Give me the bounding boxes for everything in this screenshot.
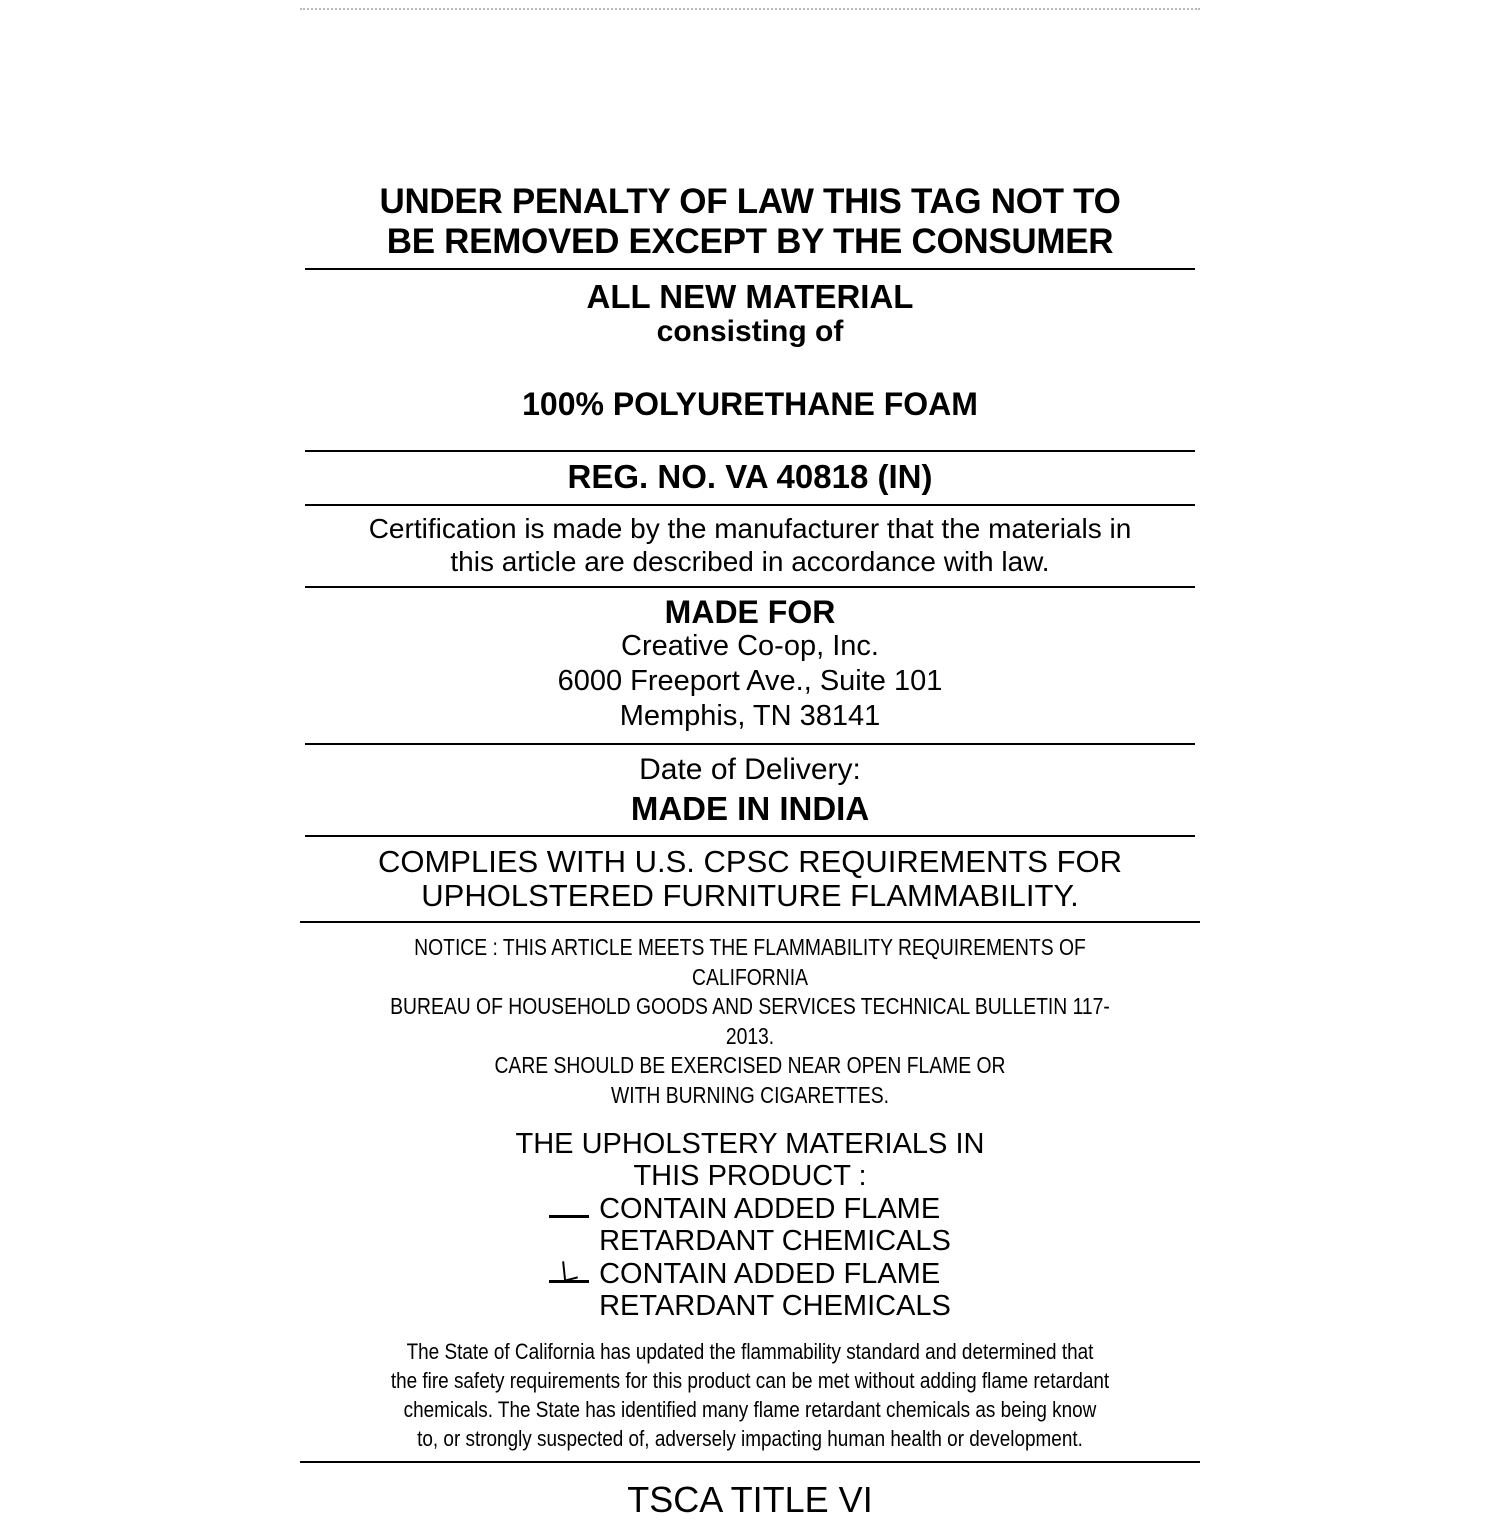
notice-line3: CARE SHOULD BE EXERCISED NEAR OPEN FLAME OR xyxy=(494,1052,1006,1079)
certification-statement xyxy=(300,506,1200,586)
material-composition-text: 100% POLYURETHANE FOAM xyxy=(522,385,978,422)
ca-state-line3: chemicals. The State has identified many flame retardant chemicals as being know xyxy=(403,1396,1097,1422)
upholstery-materials-heading xyxy=(300,1114,1200,1193)
complies-line1: COMPLIES WITH U.S. CPSC REQUIREMENTS FOR xyxy=(377,844,1123,880)
checkbox-checked-icon[interactable] xyxy=(549,1280,589,1283)
upholstery-line1: THE UPHOLSTERY MATERIALS IN xyxy=(515,1127,985,1160)
company-address: 6000 Freeport Ave., Suite 101 xyxy=(557,665,943,698)
option-contain-line1: CONTAIN ADDED FLAME xyxy=(599,1192,941,1225)
option-not-contain-row[interactable] xyxy=(300,1258,1200,1323)
option-not-contain-line1: CONTAIN ADDED FLAME xyxy=(599,1257,941,1290)
option-contain-text xyxy=(599,1193,951,1258)
company-city-state-zip: Memphis, TN 38141 xyxy=(619,700,881,733)
date-of-delivery-label: Date of Delivery: xyxy=(639,753,861,787)
all-new-material-text: ALL NEW MATERIAL xyxy=(586,277,914,315)
ca-state-line1: The State of California has updated the flammability standard and determined that xyxy=(406,1338,1094,1364)
law-label-tag xyxy=(300,0,1200,1520)
made-for-heading: MADE FOR xyxy=(664,593,836,630)
california-notice xyxy=(372,923,1128,1114)
option-not-contain-text xyxy=(599,1258,951,1323)
delivery-origin-section xyxy=(300,745,1200,835)
all-new-material-section xyxy=(300,270,1200,450)
penalty-headline xyxy=(300,178,1200,268)
option-not-contain-line2: RETARDANT CHEMICALS xyxy=(599,1290,951,1323)
certification-line1: Certification is made by the manufacturer that the materials in xyxy=(368,512,1132,544)
company-name: Creative Co-op, Inc. xyxy=(621,630,879,663)
upholstery-line2: THIS PRODUCT : xyxy=(633,1160,867,1193)
notice-line2: BUREAU OF HOUSEHOLD GOODS AND SERVICES TECHNICAL BULLETIN 117-2013. xyxy=(390,993,1110,1049)
notice-line1: NOTICE : THIS ARTICLE MEETS THE FLAMMABILITY REQUIREMENTS OF CALIFORNIA xyxy=(414,934,1086,990)
label-content xyxy=(300,178,1200,1520)
tsca-title: TSCA TITLE VI xyxy=(627,1478,873,1520)
ca-state-line4: to, or strongly suspected of, adversely impacting human health or development. xyxy=(417,1425,1083,1451)
certification-line2: this article are described in accordance with law. xyxy=(450,545,1050,577)
penalty-headline-line2: BE REMOVED EXCEPT BY THE CONSUMER xyxy=(386,221,1114,261)
cpsc-compliance-statement xyxy=(300,837,1200,921)
ca-state-line2: the fire safety requirements for this product can be met without adding flame retardant xyxy=(390,1367,1110,1393)
made-in-text: MADE IN INDIA xyxy=(630,789,870,827)
california-state-statement xyxy=(363,1323,1137,1461)
registration-number: REG. NO. VA 40818 (IN) xyxy=(567,458,933,496)
made-for-section xyxy=(300,588,1200,744)
notice-line4: WITH BURNING CIGARETTES. xyxy=(610,1081,889,1108)
perforation-line xyxy=(300,8,1200,10)
option-contain-line2: RETARDANT CHEMICALS xyxy=(599,1225,951,1258)
option-contain-row[interactable] xyxy=(300,1193,1200,1258)
penalty-headline-line1: UNDER PENALTY OF LAW THIS TAG NOT TO xyxy=(379,182,1121,221)
consisting-of-text: consisting of xyxy=(656,315,844,349)
complies-line2: UPHOLSTERED FURNITURE FLAMMABILITY. xyxy=(421,878,1079,914)
checkbox-unchecked-icon[interactable] xyxy=(549,1215,589,1218)
